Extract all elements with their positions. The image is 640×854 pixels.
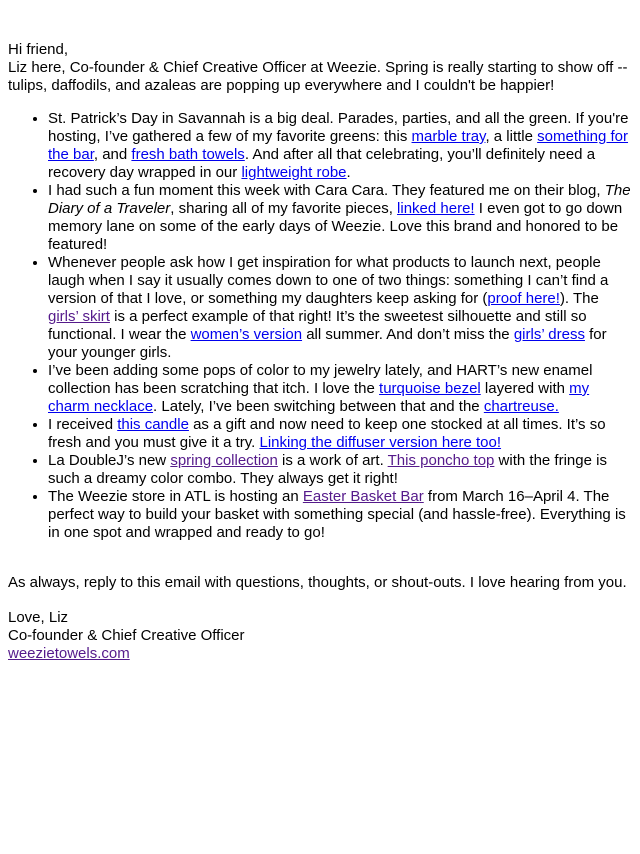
text: for your younger girls. — [48, 326, 607, 361]
girls-dress-link[interactable]: girls’ dress — [513, 326, 585, 343]
list-item-jewelry — [48, 362, 632, 416]
feature-link[interactable]: linked here! — [397, 200, 475, 217]
signature-title: Co-founder & Chief Creative Officer — [8, 627, 245, 644]
easter-basket-bar-link[interactable]: Easter Basket Bar — [302, 488, 424, 505]
list-item-cara-cara — [48, 182, 632, 254]
intro-paragraph: Liz here, Co-founder & Chief Creative Officer at Weezie. Spring is really starting to show off -- tulips, daffodils, and azaleas are popping up everywhere and I couldn't be happier! — [8, 59, 628, 94]
text: I even got to go down memory lane on some of the early days of Weezie. Love this brand and honored to be featured! — [48, 200, 623, 253]
text: I had such a fun moment this week with Cara Cara. They featured me on their blog, — [48, 182, 605, 199]
text: , and — [93, 146, 132, 163]
text: layered with — [480, 380, 570, 397]
list-item-candle — [48, 416, 632, 452]
greeting: Hi friend, — [8, 41, 69, 58]
bath-towels-link[interactable]: fresh bath towels — [131, 146, 245, 163]
text: with the fringe is such a dreamy color combo. They always get it right! — [48, 452, 607, 487]
list-item-easter-basket — [48, 488, 632, 542]
chartreuse-link[interactable]: chartreuse. — [483, 398, 559, 415]
list-item-st-patricks — [48, 110, 632, 182]
spring-collection-link[interactable]: spring collection — [170, 452, 278, 469]
text: . — [346, 164, 351, 181]
list-item-la-doublej — [48, 452, 632, 488]
bar-link[interactable]: something for the bar — [48, 128, 629, 163]
text: Whenever people ask how I get inspiration for what products to launch next, people laugh when I say it usually comes down to one of two things: something I can’t find a version of that I love, or something my daughters keep asking for ( — [48, 254, 609, 307]
text: is a work of art. — [277, 452, 388, 469]
candle-link[interactable]: this candle — [117, 416, 189, 433]
list-item-inspiration — [48, 254, 632, 362]
text: . And after all that celebrating, you’ll definitely need a recovery day wrapped in our — [48, 146, 596, 181]
text: . Lately, I’ve been switching between that and the — [153, 398, 484, 415]
text: from March 16–April 4. The perfect way to build your basket with something special (and hassle-free). Everything is in one spot and wrapped and ready to go! — [48, 488, 626, 541]
website-link[interactable]: weezietowels.com — [8, 645, 130, 662]
womens-version-link[interactable]: women’s version — [190, 326, 303, 343]
girls-skirt-link[interactable]: girls’ skirt — [48, 308, 110, 325]
text: The Weezie store in ATL is hosting an — [48, 488, 303, 505]
text: all summer. And don’t miss the — [302, 326, 514, 343]
lightweight-robe-link[interactable]: lightweight robe — [241, 164, 347, 181]
closing-paragraph: As always, reply to this email with questions, thoughts, or shout-outs. I love hearing from you. — [8, 574, 627, 591]
proof-link[interactable]: proof here! — [487, 290, 560, 307]
blog-title: The Diary of a Traveler — [48, 182, 631, 217]
diffuser-link[interactable]: Linking the diffuser version here too! — [259, 434, 502, 451]
text: as a gift and now need to keep one stocked at all times. It’s so fresh and you must give it a try. — [48, 416, 606, 451]
text: I received — [48, 416, 118, 433]
poncho-top-link[interactable]: This poncho top — [387, 452, 495, 469]
text: I’ve been adding some pops of color to my jewelry lately, and HART’s new enamel collection has been scratching that itch. I love the — [48, 362, 593, 397]
signoff: Love, Liz — [8, 609, 69, 626]
charm-necklace-link[interactable]: my charm necklace — [48, 380, 590, 415]
turquoise-bezel-link[interactable]: turquoise bezel — [379, 380, 481, 397]
text: St. Patrick’s Day in Savannah is a big deal. Parades, parties, and all the green. If you're hosting, I’ve gathered a few of my favorite greens: this — [48, 110, 629, 145]
text: ). The — [559, 290, 599, 307]
news-list — [8, 110, 632, 542]
marble-tray-link[interactable]: marble tray — [411, 128, 486, 145]
text: La DoubleJ’s new — [48, 452, 171, 469]
text: , sharing all of my favorite pieces, — [170, 200, 398, 217]
text: is a perfect example of that right! It’s the sweetest silhouette and still so functional. I wear the — [48, 308, 587, 343]
text: , a little — [485, 128, 538, 145]
